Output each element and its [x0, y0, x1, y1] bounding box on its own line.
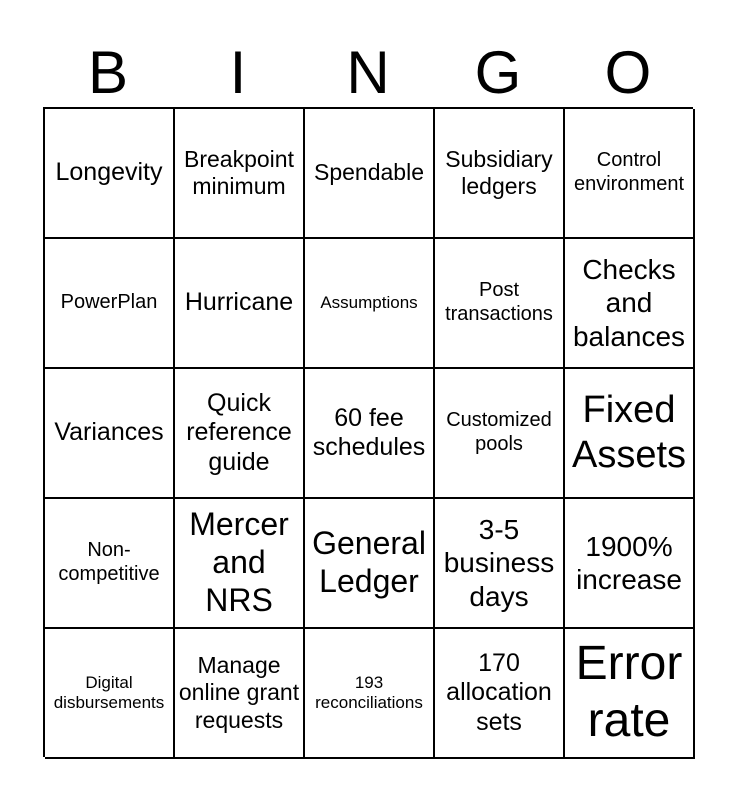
header-letter-b: B	[87, 39, 129, 106]
bingo-cell[interactable]	[435, 369, 565, 499]
bingo-cell[interactable]	[45, 499, 175, 629]
cell-text: Breakpoint minimum	[184, 145, 294, 199]
cell-text: Digital disbursements	[53, 672, 165, 712]
bingo-cell[interactable]	[435, 499, 565, 629]
cell-text: 170 allocation sets	[446, 648, 552, 736]
cell-text: Assumptions	[320, 292, 418, 312]
bingo-cell[interactable]	[45, 629, 175, 759]
cell-text: Control environment	[573, 149, 685, 195]
bingo-cell[interactable]	[565, 369, 695, 499]
bingo-cell[interactable]	[305, 499, 435, 629]
bingo-cell[interactable]	[305, 629, 435, 759]
bingo-cell[interactable]	[305, 239, 435, 369]
bingo-cell[interactable]	[175, 369, 305, 499]
cell-text: Non-competitive	[58, 539, 160, 585]
bingo-cell[interactable]	[175, 629, 305, 759]
bingo-cell[interactable]	[175, 499, 305, 629]
cell-text: Customized pools	[446, 409, 552, 455]
cell-text: Manage online grant requests	[178, 652, 300, 733]
cell-text: Post transactions	[445, 279, 553, 325]
bingo-cell[interactable]	[565, 629, 695, 759]
cell-text: PowerPlan	[60, 291, 158, 314]
bingo-header	[43, 38, 693, 108]
bingo-cell[interactable]	[435, 629, 565, 759]
bingo-cell[interactable]	[565, 109, 695, 239]
cell-text: 193 reconciliations	[315, 672, 423, 712]
cell-text: General Ledger	[312, 525, 426, 599]
bingo-cell[interactable]	[565, 239, 695, 369]
cell-text: Spendable	[314, 159, 424, 186]
bingo-cell[interactable]	[435, 239, 565, 369]
cell-text: Variances	[54, 418, 164, 447]
bingo-cell[interactable]	[565, 499, 695, 629]
bingo-cell[interactable]	[175, 109, 305, 239]
cell-text: 60 fee schedules	[312, 403, 426, 461]
cell-text: Longevity	[55, 158, 163, 187]
cell-text: Error rate	[575, 637, 683, 747]
cell-text: Fixed Assets	[571, 389, 687, 476]
header-letter-n: N	[346, 39, 390, 106]
bingo-cell[interactable]	[175, 239, 305, 369]
bingo-cell[interactable]	[45, 369, 175, 499]
bingo-cell[interactable]	[45, 239, 175, 369]
cell-text: Subsidiary ledgers	[445, 145, 553, 199]
header-letter-i: I	[229, 39, 247, 106]
cell-text: Mercer and NRS	[189, 506, 289, 618]
bingo-cell[interactable]	[305, 369, 435, 499]
cell-text: Quick reference guide	[186, 388, 292, 476]
header-letter-o: O	[604, 39, 652, 106]
cell-text: 1900% increase	[576, 530, 682, 595]
bingo-card	[43, 107, 693, 757]
cell-text: Hurricane	[184, 288, 294, 317]
cell-text: 3-5 business days	[443, 514, 555, 612]
bingo-cell[interactable]	[45, 109, 175, 239]
bingo-cell[interactable]	[435, 109, 565, 239]
header-letter-g: G	[474, 39, 522, 106]
bingo-cell[interactable]	[305, 109, 435, 239]
cell-text: Checks and balances	[572, 254, 686, 352]
